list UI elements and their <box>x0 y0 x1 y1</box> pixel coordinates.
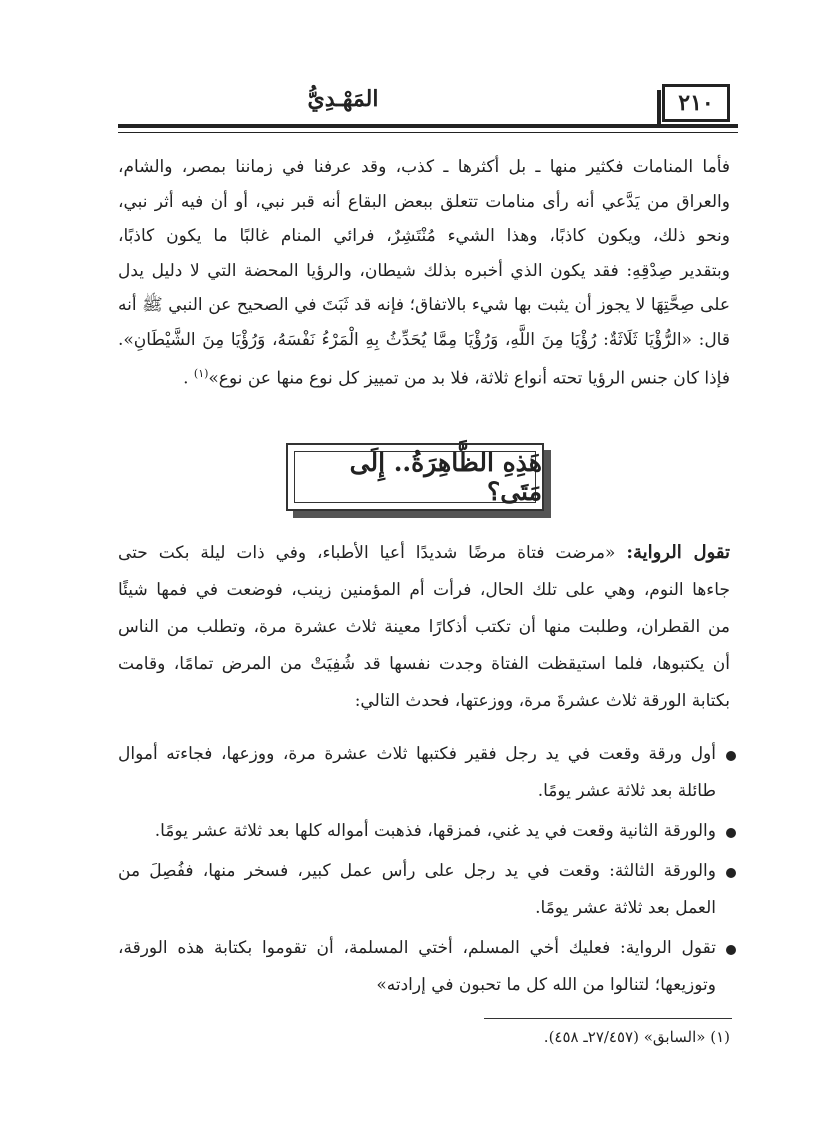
intro-line: والعراق من يَدَّعي أنه رأى منامات تتعلق ببعض البقاع أنه قبر نبي، أو أن فيه أثر نبي، <box>118 191 730 212</box>
footnote-rule <box>484 1018 732 1019</box>
list-item <box>118 853 738 927</box>
end-period: . <box>183 368 189 389</box>
footnote: (١) «السابق» (٢٧/٤٥٧ـ ٤٥٨). <box>543 1028 730 1046</box>
section-heading: هَذِهِ الظَّاهِرَةُ.. إِلَى مَتَى؟ <box>349 448 542 506</box>
intro-line: فأما المنامات فكثير منها ـ بل أكثرها ـ كذب، وقد عرفنا في زماننا بمصر، والشام، <box>118 157 730 177</box>
intro-line: فإذا كان جنس الرؤيا تحته أنواع ثلاثة، فلا بد من تمييز كل نوع منها عن نوع» <box>208 368 730 389</box>
story-line: «مرضت فتاة مرضًا شديدًا أعيا الأطباء، وفي ذات ليلة بكت حتى <box>118 543 616 563</box>
bullet-icon <box>726 945 736 955</box>
list-item <box>118 813 738 850</box>
header-rule-thin <box>118 132 738 133</box>
story-line: أن يكتبوها، فلما استيقظت الفتاة وجدت نفسها قد شُفِيَتْ من المرض تمامًا، وقامت <box>118 654 730 674</box>
list-item-line: العمل بعد ثلاثة عشر يومًا. <box>535 898 716 918</box>
bullet-icon <box>726 828 736 838</box>
list-item-line: والورقة الثالثة: وقعت في يد رجل على رأس عمل كبير، فسخر منها، ففُصِلَ من <box>118 861 716 881</box>
list-item-line: تقول الرواية: فعليك أخي المسلم، أختي المسلمة، أن تقوموا بكتابة هذه الورقة، <box>118 938 716 958</box>
list-item <box>118 736 738 810</box>
story-first-line <box>118 534 730 572</box>
story-lead: تقول الرواية: <box>626 542 730 563</box>
list-item-line: أول ورقة وقعت في يد رجل فقير فكتبها ثلاث عشرة مرة، ووزعها، فجاءته أموال <box>118 744 716 764</box>
story-line: من القطران، وطلبت منها أن تكتب أذكارًا معينة ثلاث عشرة مرة، وتطلب من الناس <box>118 617 730 637</box>
list-item-line: والورقة الثانية وقعت في يد غني، فمزقها، فذهبت أمواله كلها بعد ثلاثة عشر يومًا. <box>154 821 716 841</box>
intro-last-line <box>118 357 730 396</box>
intro-line: قال: «الرُّؤْيَا ثَلَاثَةٌ: رُؤْيَا مِنَ اللَّهِ، وَرُؤْيَا مِمَّا يُحَدِّثُ بِهِ الْمَرْءُ نَفْسَهُ، وَرُؤْيَا مِنَ الشَّيْطَانِ». <box>118 329 730 350</box>
intro-line: على صِحَّتِهَا لا يجوز أن يثبت بها شيء بالاتفاق؛ فإنه قد ثَبَتَ في الصحيح عن النبي ﷺ أنه <box>118 295 730 315</box>
bullet-icon <box>726 868 736 878</box>
story-paragraph <box>118 534 730 720</box>
list-item-line: وتوزيعها؛ لتنالوا من الله كل ما تحبون في إرادته» <box>376 975 716 995</box>
intro-paragraph <box>118 150 730 396</box>
intro-line: وبتقدير صِدْقِهِ: فقد يكون الذي أخبره بذلك شيطان، والرؤيا المحضة التي لا دليل يدل <box>118 260 730 281</box>
story-line: جاءها النوم، وهي على تلك الحال، فرأت أم المؤمنين زينب، فوضعت في فمها شيئًا <box>118 580 730 600</box>
footnote-ref: (١) <box>193 367 209 380</box>
list-item <box>118 930 738 1004</box>
page-number: ٢١٠ <box>662 84 730 122</box>
header-rule-thick <box>118 124 738 128</box>
section-heading-box <box>286 443 544 511</box>
bullet-list <box>118 736 738 1007</box>
list-item-line: طائلة بعد ثلاثة عشر يومًا. <box>537 781 716 801</box>
intro-line: ونحو ذلك، ويكون كاذبًا، وهذا الشيء مُنْتَشِرٌ، فرائي المنام غالبًا ما يكون كاذبًا، <box>118 226 730 246</box>
story-line: بكتابة الورقة ثلاث عشرةَ مرة، ووزعتها، فحدث التالي: <box>354 691 730 711</box>
running-title: المَهْـدِيُّ <box>307 86 379 112</box>
bullet-icon <box>726 751 736 761</box>
